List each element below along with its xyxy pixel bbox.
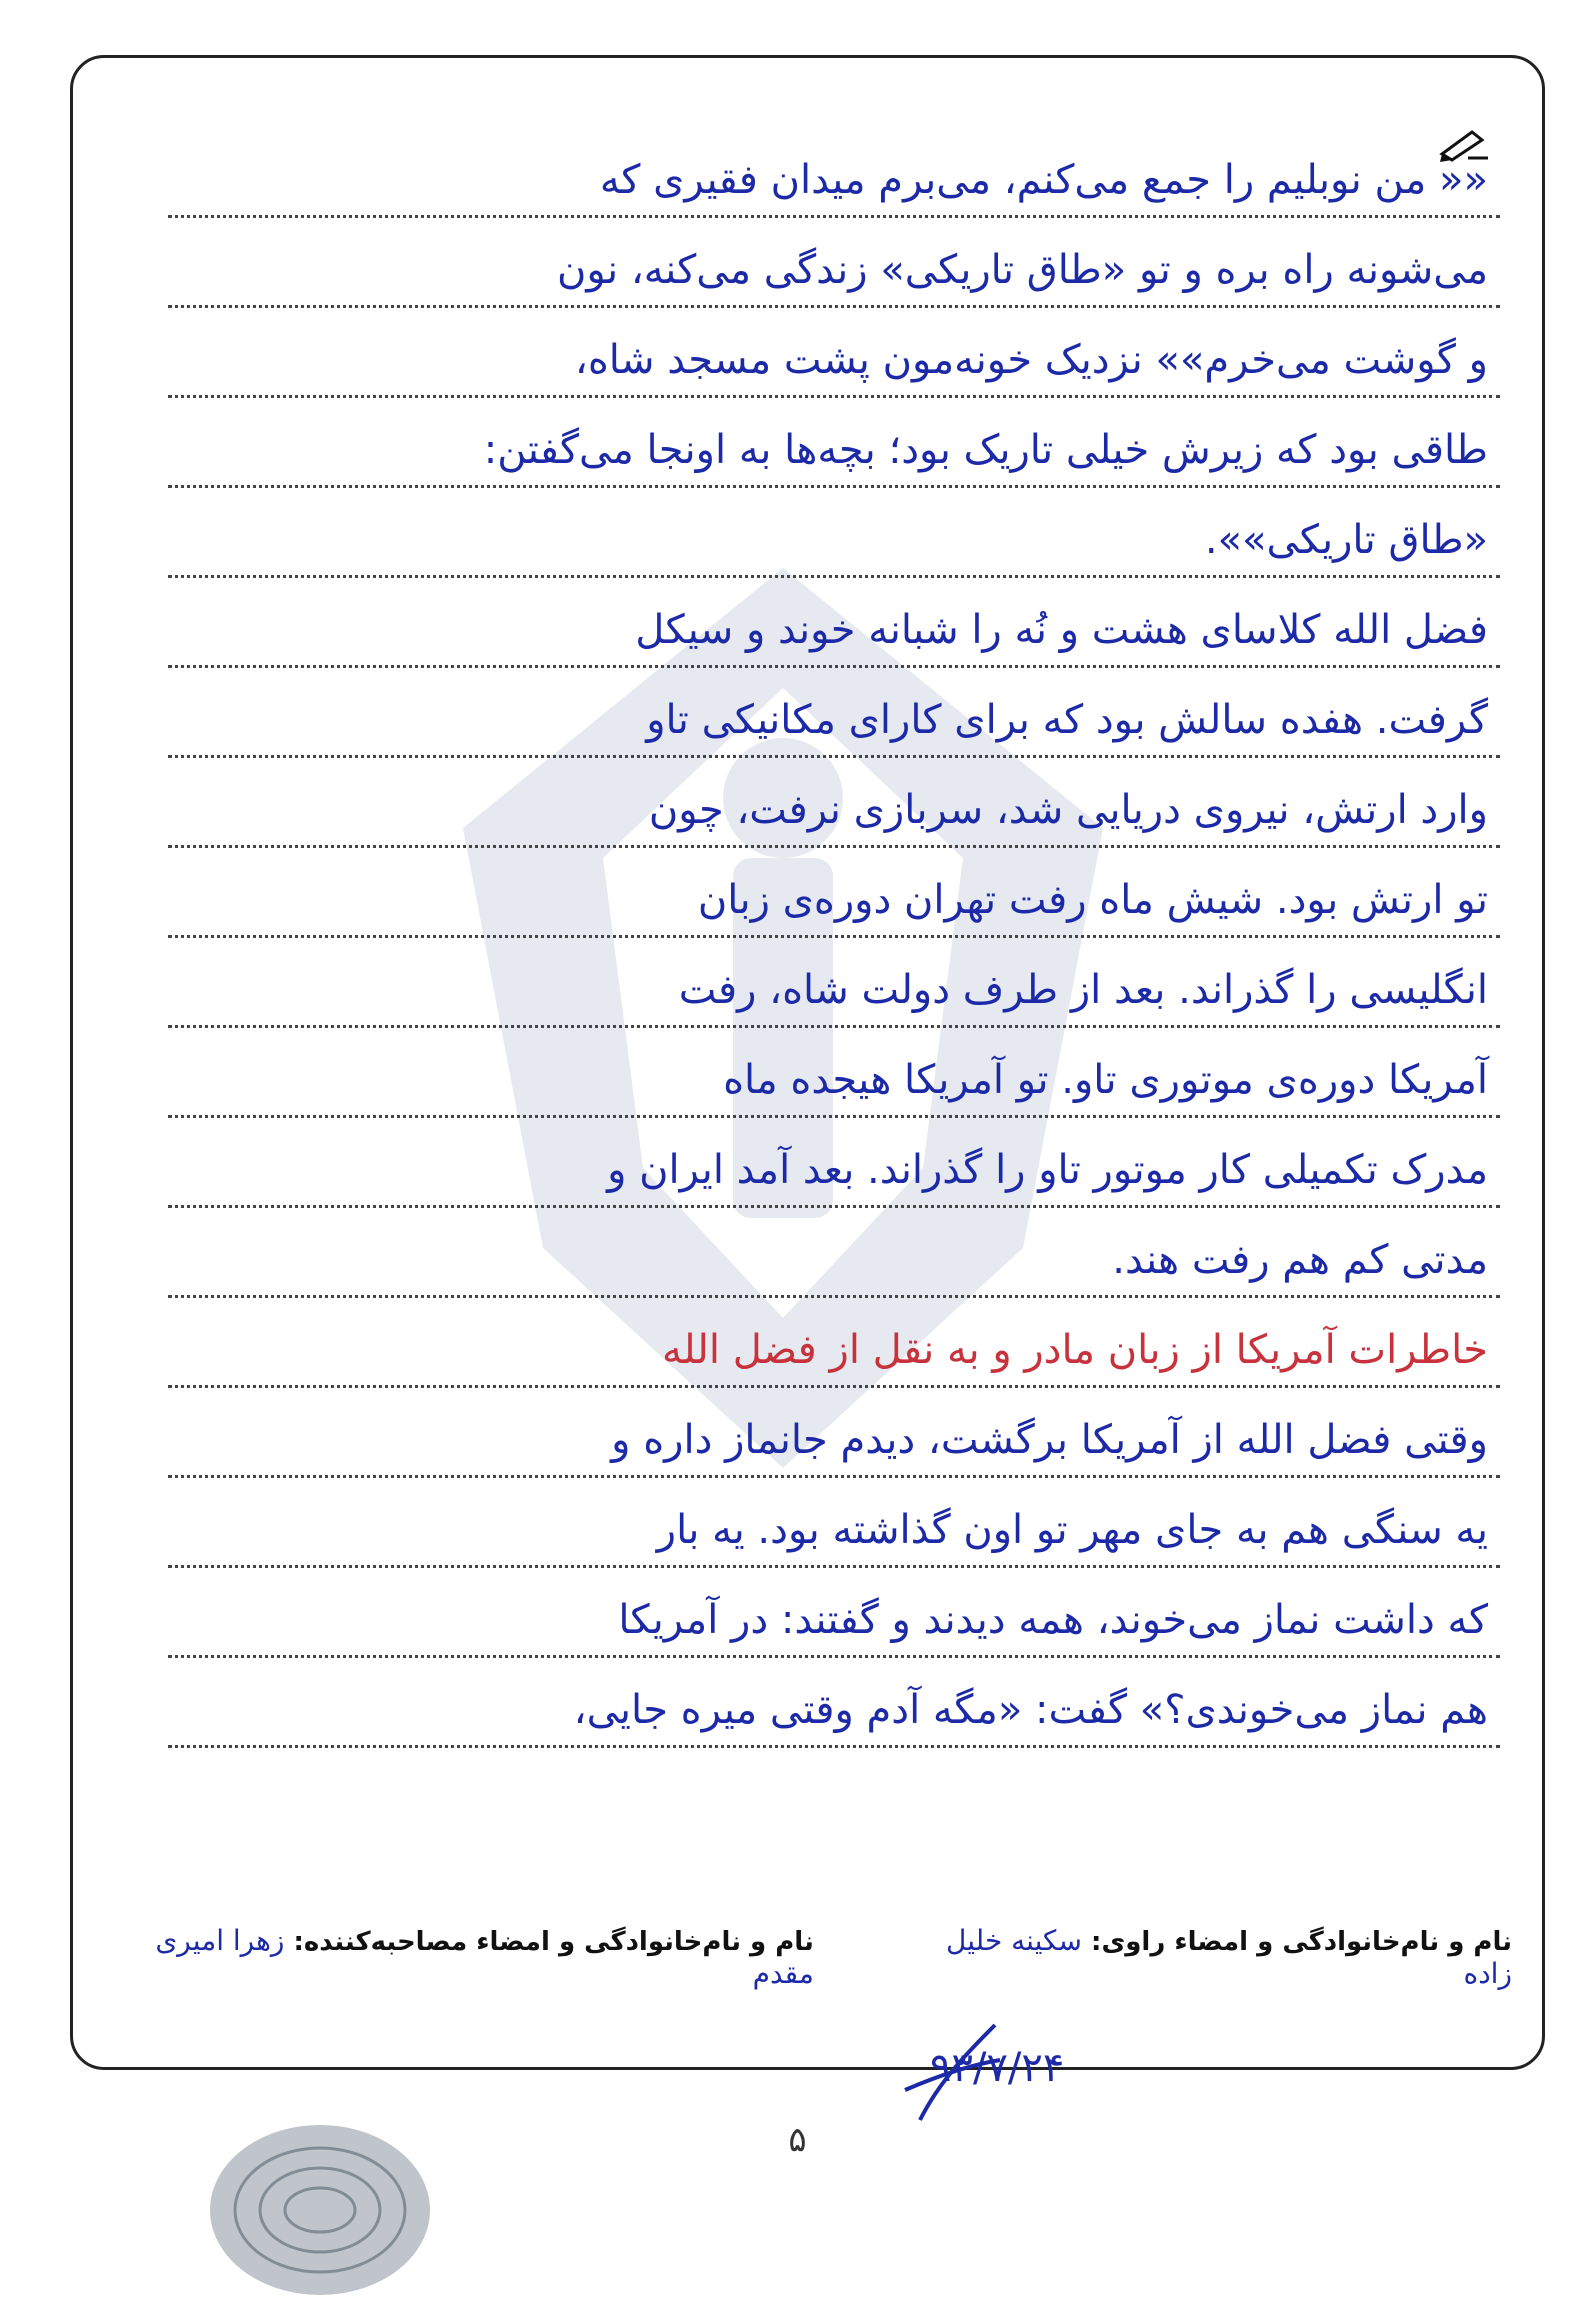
document-page [70,55,1545,2070]
handwritten-text-block [168,128,1500,1748]
text-line: وقتی فضل الله از آمریکا برگشت، دیدم جانماز داره و [168,1388,1500,1478]
text-line: وارد ارتش، نیروی دریایی شد، سربازی نرفت، چون [168,758,1500,848]
text-line: آمریکا دوره‌ی موتوری تاو. تو آمریکا هیجده ماه [168,1028,1500,1118]
signature-footer [103,1924,1512,1990]
section-heading-line: خاطرات آمریکا از زبان مادر و به نقل از فضل الله [168,1298,1500,1388]
text-line: مدتی کم هم رفت هند. [168,1208,1500,1298]
text-line: مدرک تکمیلی کار موتور تاو را گذراند. بعد آمد ایران و [168,1118,1500,1208]
text-line: که داشت نماز می‌خوند، همه دیدند و گفتند: در آمریکا [168,1568,1500,1658]
text-line: تو ارتش بود. شیش ماه رفت تهران دوره‌ی زبان [168,848,1500,938]
text-line: فضل الله کلاسای هشت و نُه را شبانه خوند و سیکل [168,578,1500,668]
narrator-signature [904,1924,1512,1990]
narrator-name: سکینه خلیل زاده [946,1924,1512,1990]
text-line: طاقی بود که زیرش خیلی تاریک بود؛ بچه‌ها به اونجا می‌گفتن: [168,398,1500,488]
interviewer-signature [103,1924,814,1990]
fingerprint-icon [195,2110,445,2310]
interviewer-name: زهرا امیری مقدم [155,1924,814,1990]
text-line: هم نماز می‌خوندی؟» گفت: «مگه آدم وقتی میره جایی، [168,1658,1500,1748]
text-line: و گوشت می‌خرم»» نزدیک خونه‌مون پشت مسجد شاه، [168,308,1500,398]
text-line: می‌شونه راه بره و تو «طاق تاریکی» زندگی می‌کنه، نون [168,218,1500,308]
text-line: انگلیسی را گذراند. بعد از طرف دولت شاه، رفت [168,938,1500,1028]
interviewer-label: نام و نام‌خانوادگی و امضاء مصاحبه‌کننده: [293,1927,814,1957]
text-line: «« من نوبلیم را جمع می‌کنم، می‌برم میدان فقیری که [168,128,1500,218]
text-line: «طاق تاریکی»». [168,488,1500,578]
narrator-label: نام و نام‌خانوادگی و امضاء راوی: [1091,1927,1512,1957]
text-line: یه سنگی هم به جای مهر تو اون گذاشته بود. یه بار [168,1478,1500,1568]
text-line: گرفت. هفده سالش بود که برای کارای مکانیکی تاو [168,668,1500,758]
handwritten-date: ۹۳/۷/۲۴ [930,2045,1065,2091]
page-number: ۵ [788,2120,807,2160]
